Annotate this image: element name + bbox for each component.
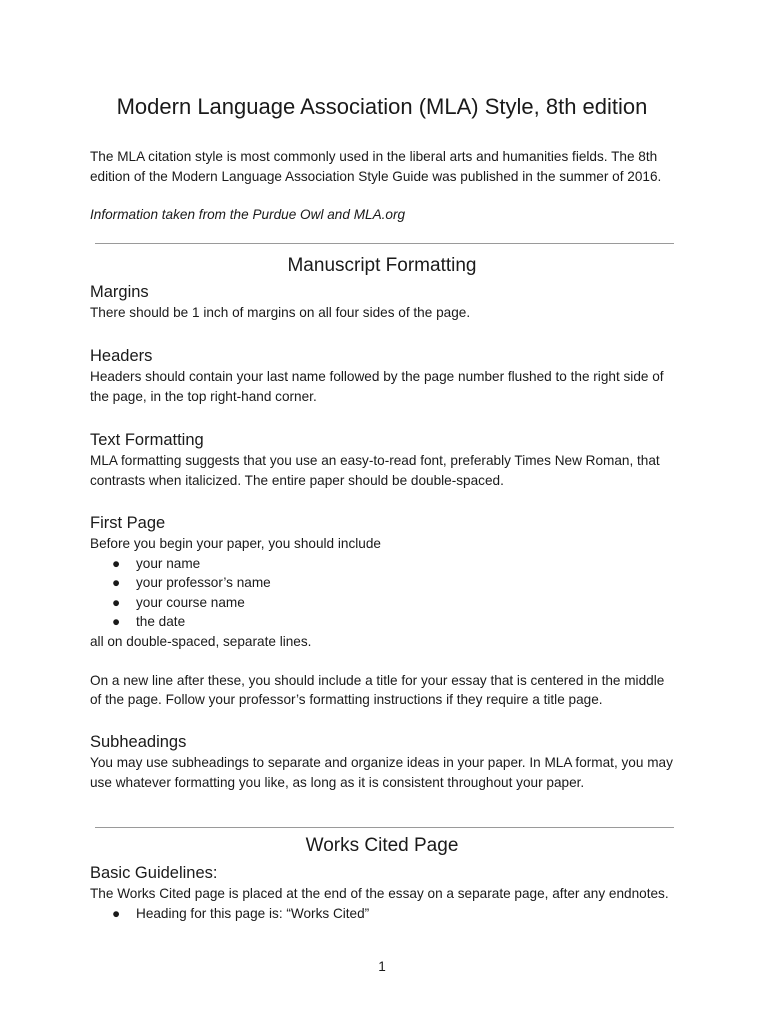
bullet-icon: ● [112,555,121,571]
list-item-text: your course name [136,594,245,610]
subheading-basic-guidelines: Basic Guidelines: [90,864,218,882]
subheading-margins: Margins [90,283,149,301]
bullet-icon: ● [112,614,121,629]
section-divider [95,243,674,244]
subsection-margins [90,282,674,323]
subheading-subheadings: Subheadings [90,733,187,751]
list-item [90,573,674,593]
subsection-headers [90,346,674,406]
subheadings-text: You may use subheadings to separate and organize ideas in your paper. In MLA format, you may use whatever formatting you like, as long as it is consistent throughout your paper. [90,755,673,790]
list-item [90,612,674,632]
basic-guidelines-text: The Works Cited page is placed at the end of the essay on a separate page, after any endnotes. [90,886,669,901]
bullet-icon: ● [112,594,121,610]
section-title-works-cited: Works Cited Page [305,835,459,856]
page-number: 1 [378,959,386,974]
subsection-subheadings [90,732,674,792]
source-note: Information taken from the Purdue Owl and MLA.org [90,207,406,222]
bullet-icon: ● [112,575,121,590]
list-item-text: your name [136,555,201,571]
subheading-text-formatting: Text Formatting [90,431,204,449]
basic-guidelines-list [90,904,674,924]
section-divider [95,827,674,828]
list-item [90,593,674,613]
intro-paragraph: The MLA citation style is most commonly used in the liberal arts and humanities fields. The 8th edition of the Modern Language Association Style Guide was published in the summer of 2016. [90,149,662,184]
subheading-headers: Headers [90,347,153,365]
subsection-first-page [90,513,674,710]
document-title: Modern Language Association (MLA) Style, 8th edition [116,94,648,119]
list-item-text: your professor’s name [136,575,271,590]
subheading-first-page: First Page [90,514,166,532]
list-item-text: Heading for this page is: “Works Cited” [136,905,370,921]
margins-text: There should be 1 inch of margins on all four sides of the page. [90,305,471,320]
list-item [90,554,674,574]
section-title-manuscript: Manuscript Formatting [287,255,477,276]
first-page-list [90,554,674,632]
list-item [90,904,674,924]
first-page-intro: Before you begin your paper, you should include [90,536,381,551]
subsection-text-formatting [90,430,674,490]
first-page-outro: all on double-spaced, separate lines. [90,633,312,649]
bullet-icon: ● [112,905,121,921]
list-item-text: the date [136,614,186,629]
text-formatting-text: MLA formatting suggests that you use an easy-to-read font, preferably Times New Roman, that contrasts when italicized. The entire paper should be double-spaced. [90,453,660,488]
subsection-basic-guidelines [90,863,674,923]
headers-text: Headers should contain your last name followed by the page number flushed to the right side of the page, in the top right-hand corner. [90,369,664,404]
first-page-followup: On a new line after these, you should include a title for your essay that is centered in the middle of the page. Follow your professor’s formatting instructions if they require a title page. [90,672,665,707]
